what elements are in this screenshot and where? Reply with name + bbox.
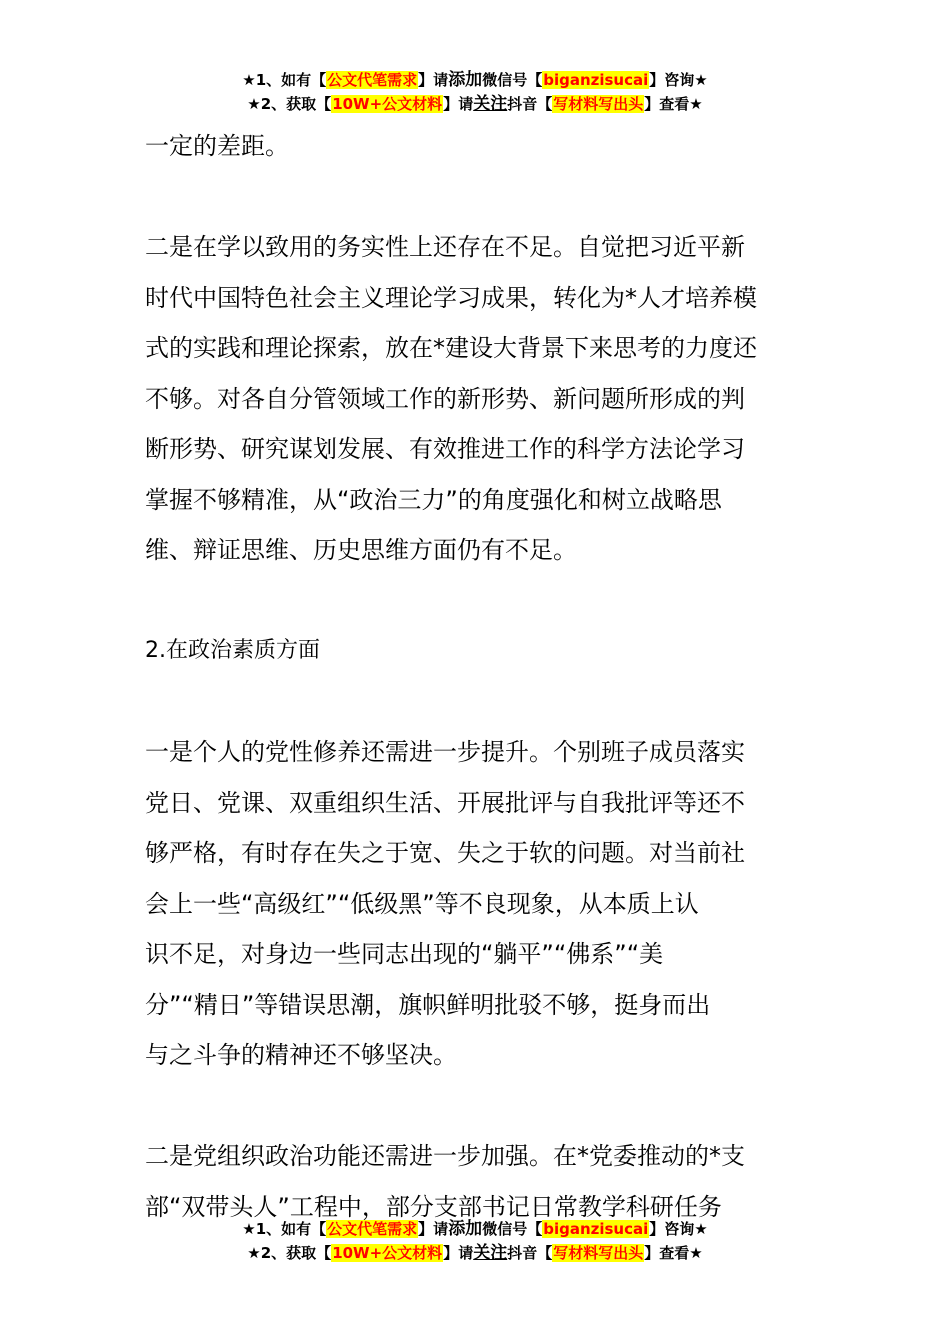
body-line: 识不足，对身边一些同志出现的“躺平”“佛系”“美 (145, 940, 664, 968)
body-line: 不够。对各自分管领域工作的新形势、新问题所形成的判 (145, 384, 745, 413)
banner-highlight: 公文代笔需求 (327, 1220, 418, 1238)
section-heading: 2.在政治素质方面 (145, 638, 320, 663)
banner-emphasis: 关注 (473, 94, 508, 114)
banner-text: 】查看★ (644, 95, 703, 113)
banner-highlight: 10W+公文材料 (332, 1244, 443, 1262)
footer-banner (0, 1218, 950, 1266)
banner-text: ★1、如有【 (242, 1220, 327, 1238)
banner-line-2 (0, 1242, 950, 1266)
banner-text: 】咨询★ (649, 71, 708, 89)
banner-line-1 (0, 69, 950, 93)
banner-text: ★2、获取【 (247, 95, 332, 113)
banner-line-1 (0, 1218, 950, 1242)
banner-emphasis: 添加 (448, 70, 483, 90)
banner-text: 抖音【 (507, 1244, 553, 1262)
body-line: 断形势、研究谋划发展、有效推进工作的科学方法论学习 (145, 435, 745, 463)
wechat-id-highlight: biganzisucai (543, 1220, 649, 1238)
body-line: 分”“精日”等错误思潮，旗帜鲜明批驳不够，挺身而出 (145, 990, 711, 1019)
body-line: 党日、党课、双重组织生活、开展批评与自我批评等还不 (145, 788, 745, 817)
banner-text: ★2、获取【 (247, 1244, 332, 1262)
banner-highlight: 10W+公文材料 (332, 95, 443, 113)
banner-emphasis: 添加 (448, 1219, 483, 1239)
banner-text: 抖音【 (507, 95, 553, 113)
body-line: 二是党组织政治功能还需进一步加强。在*党委推动的*支 (145, 1142, 745, 1170)
body-line: 一定的差距。 (145, 132, 289, 160)
banner-text: 】请 (418, 71, 449, 89)
header-banner (0, 69, 950, 117)
body-line: 维、辩证思维、历史思维方面仍有不足。 (145, 536, 577, 564)
banner-text: 】查看★ (644, 1244, 703, 1262)
body-line: 时代中国特色社会主义理论学习成果，转化为*人才培养模 (145, 283, 757, 312)
banner-highlight: 公文代笔需求 (327, 71, 418, 89)
body-line: 够严格，有时存在失之于宽、失之于软的问题。对当前社 (145, 839, 745, 867)
body-line: 与之斗争的精神还不够坚决。 (145, 1041, 457, 1069)
banner-text: 】请 (443, 1244, 474, 1262)
banner-text: 微信号【 (482, 71, 543, 89)
banner-text: 】请 (418, 1220, 449, 1238)
banner-line-2 (0, 93, 950, 117)
wechat-id-highlight: biganzisucai (543, 71, 649, 89)
body-line: 会上一些“高级红”“低级黑”等不良现象，从本质上认 (145, 889, 699, 918)
body-line: 式的实践和理论探索，放在*建设大背景下来思考的力度还 (145, 334, 757, 362)
body-line: 部“双带头人”工程中，部分支部书记日常教学科研任务 (145, 1192, 722, 1221)
banner-text: 微信号【 (482, 1220, 543, 1238)
body-line: 掌握不够精准，从“政治三力”的角度强化和树立战略思 (145, 485, 722, 514)
banner-text: 】咨询★ (649, 1220, 708, 1238)
banner-emphasis: 关注 (473, 1243, 508, 1263)
body-line: 二是在学以致用的务实性上还存在不足。自觉把习近平新 (145, 233, 745, 261)
banner-text: ★1、如有【 (242, 71, 327, 89)
douyin-id-highlight: 写材料写出头 (553, 1244, 644, 1262)
douyin-id-highlight: 写材料写出头 (553, 95, 644, 113)
body-line: 一是个人的党性修养还需进一步提升。个别班子成员落实 (145, 738, 745, 766)
document-body (145, 121, 809, 1232)
banner-text: 】请 (443, 95, 474, 113)
